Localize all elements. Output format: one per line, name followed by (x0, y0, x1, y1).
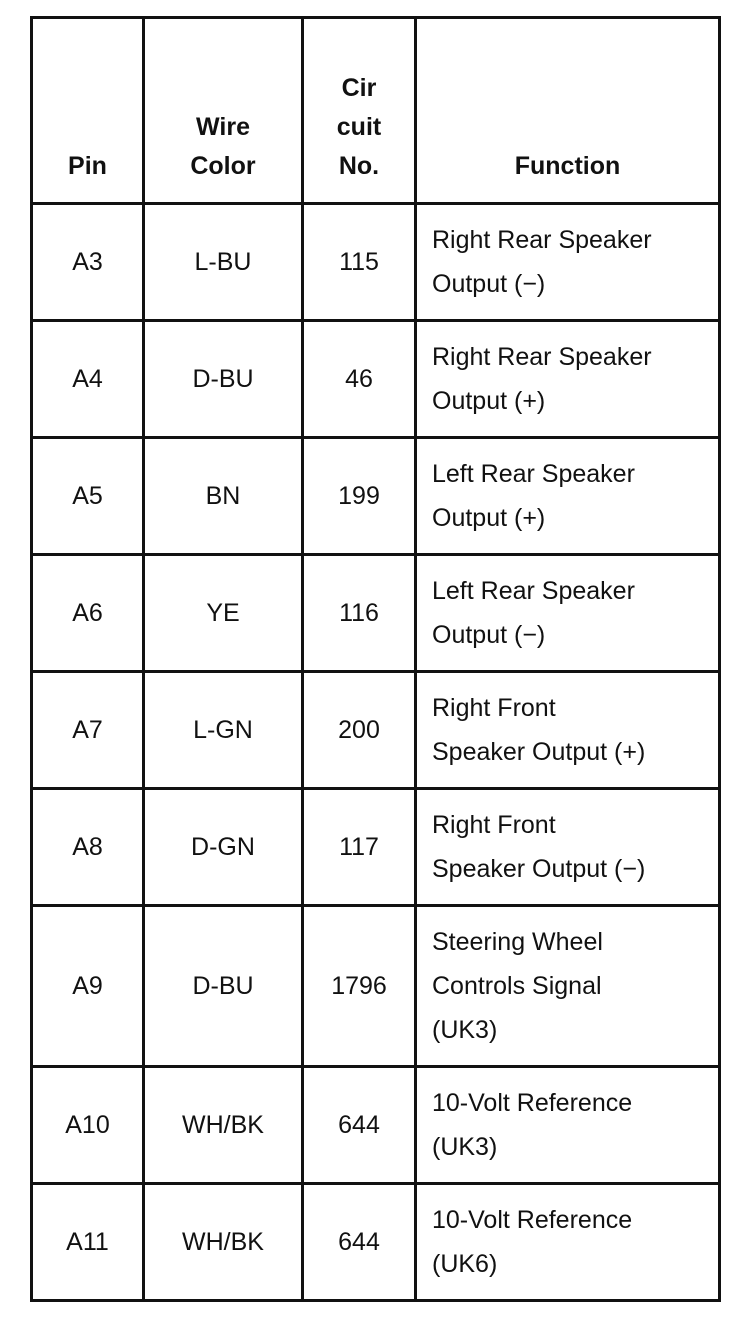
table-row (32, 204, 720, 321)
cell-function (416, 1184, 720, 1301)
function-line: Right Rear Speaker (432, 343, 652, 371)
header-circuit-line-1: Cir (341, 74, 377, 102)
cell-circuit: 1796 (303, 906, 416, 1067)
function-line: Right Front (432, 694, 556, 722)
cell-wire-color: YE (144, 555, 303, 672)
cell-pin: A7 (32, 672, 144, 789)
cell-wire-color: WH/BK (144, 1184, 303, 1301)
cell-pin: A5 (32, 438, 144, 555)
function-line: 10-Volt Reference (432, 1089, 633, 1117)
table-row (32, 1067, 720, 1184)
cell-circuit: 117 (303, 789, 416, 906)
cell-circuit: 46 (303, 321, 416, 438)
cell-pin: A6 (32, 555, 144, 672)
cell-pin: A11 (32, 1184, 144, 1301)
pinout-table (30, 16, 721, 1302)
cell-wire-color: BN (144, 438, 303, 555)
cell-wire-color: L-BU (144, 204, 303, 321)
cell-function (416, 1067, 720, 1184)
cell-function (416, 204, 720, 321)
function-line: (UK3) (432, 1016, 498, 1044)
function-line: Output (+) (432, 504, 546, 532)
cell-wire-color: D-BU (144, 906, 303, 1067)
cell-wire-color: D-BU (144, 321, 303, 438)
header-pin (32, 18, 144, 204)
header-function (416, 18, 720, 204)
table-row (32, 906, 720, 1067)
header-pin-line: Pin (68, 152, 107, 180)
cell-pin: A8 (32, 789, 144, 906)
function-line: Controls Signal (432, 972, 602, 1000)
header-row (32, 18, 720, 204)
table-row (32, 555, 720, 672)
cell-pin: A4 (32, 321, 144, 438)
cell-pin: A3 (32, 204, 144, 321)
function-line: Steering Wheel (432, 928, 603, 956)
function-line: (UK3) (432, 1133, 498, 1161)
cell-wire-color: D-GN (144, 789, 303, 906)
cell-function (416, 438, 720, 555)
cell-circuit: 644 (303, 1184, 416, 1301)
header-circuit-no (303, 18, 416, 204)
cell-function (416, 555, 720, 672)
cell-circuit: 116 (303, 555, 416, 672)
table-row (32, 672, 720, 789)
header-circuit-line-2: cuit (336, 113, 382, 141)
cell-wire-color: L-GN (144, 672, 303, 789)
function-line: Left Rear Speaker (432, 460, 635, 488)
table-row (32, 321, 720, 438)
header-function-line: Function (514, 152, 621, 180)
table-row (32, 1184, 720, 1301)
cell-circuit: 115 (303, 204, 416, 321)
cell-function (416, 906, 720, 1067)
cell-circuit: 200 (303, 672, 416, 789)
function-line: Left Rear Speaker (432, 577, 635, 605)
function-line: Right Rear Speaker (432, 226, 652, 254)
function-line: Output (+) (432, 387, 546, 415)
table-row (32, 438, 720, 555)
cell-function (416, 321, 720, 438)
function-line: (UK6) (432, 1250, 498, 1278)
function-line: Output (−) (432, 270, 546, 298)
cell-function (416, 789, 720, 906)
cell-pin: A10 (32, 1067, 144, 1184)
cell-pin: A9 (32, 906, 144, 1067)
cell-wire-color: WH/BK (144, 1067, 303, 1184)
cell-circuit: 199 (303, 438, 416, 555)
function-line: Speaker Output (+) (432, 738, 646, 766)
function-line: 10-Volt Reference (432, 1206, 633, 1234)
function-line: Speaker Output (−) (432, 855, 646, 883)
function-line: Output (−) (432, 621, 546, 649)
header-wire-color-line-1: Wire (196, 113, 250, 141)
cell-circuit: 644 (303, 1067, 416, 1184)
table-row (32, 789, 720, 906)
function-line: Right Front (432, 811, 556, 839)
cell-function (416, 672, 720, 789)
header-wire-color (144, 18, 303, 204)
header-wire-color-line-2: Color (190, 152, 256, 180)
header-circuit-line-3: No. (338, 152, 380, 180)
